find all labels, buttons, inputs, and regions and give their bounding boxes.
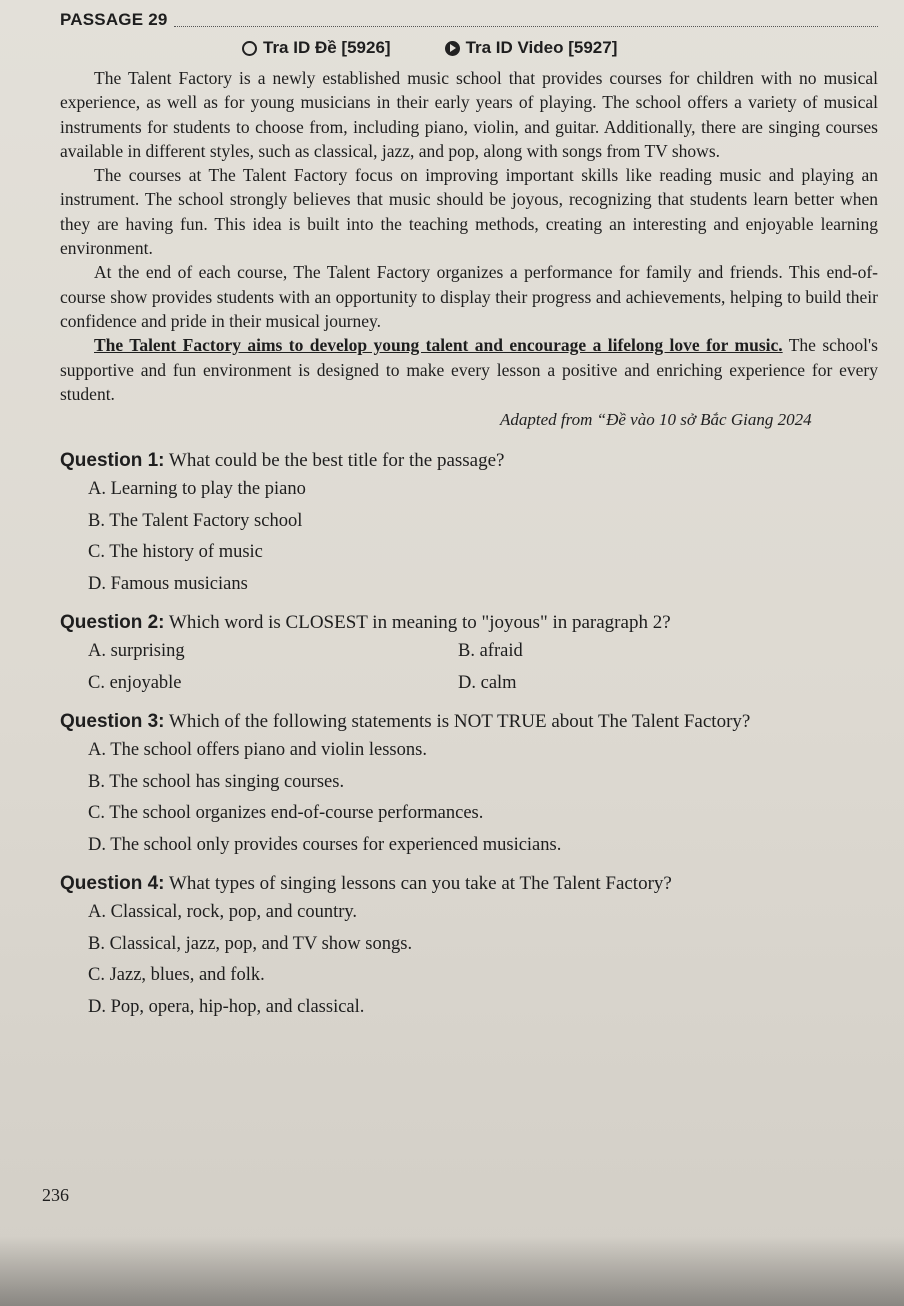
option: A. The school offers piano and violin lessons.: [88, 740, 427, 761]
option: B. afraid: [458, 641, 523, 662]
option: A. Learning to play the piano: [88, 479, 306, 500]
question-number: Question 3:: [60, 711, 165, 733]
paragraph-2: The courses at The Talent Factory focus on improving important skills like reading music and playing an instrument. The school strongly believes that music should be joyous, recognizing that students learn better when they are having fun. This idea is built into the teaching methods, creating an interesting and enjoyable learning environment.: [60, 165, 878, 259]
question-text: Which of the following statements is NOT TRUE about The Talent Factory?: [164, 711, 751, 733]
page-number: 236: [42, 1185, 69, 1205]
tra-id-video: [445, 38, 618, 58]
option: B. The school has singing courses.: [88, 771, 345, 792]
passage-body: [60, 66, 878, 406]
question-text: What types of singing lessons can you take at The Talent Factory?: [164, 873, 672, 895]
option: C. The school organizes end-of-course performances.: [88, 803, 484, 824]
options: [88, 735, 878, 861]
question-3: [60, 709, 878, 861]
ring-icon: [242, 41, 257, 56]
question-stem: [60, 871, 878, 897]
questions: [60, 448, 878, 1023]
option: C. enjoyable: [88, 672, 182, 693]
question-text: Which word is CLOSEST in meaning to "joyous" in paragraph 2?: [164, 612, 671, 634]
passage-header: [60, 8, 878, 32]
options: [88, 897, 878, 1023]
question-1: [60, 448, 878, 600]
underlined-sentence: The Talent Factory aims to develop young talent and encourage a lifelong love for music.: [94, 335, 783, 356]
paragraph-4-rest: The school's supportive and fun environment is designed to make every lesson a positive and enriching experience for every student.: [60, 335, 878, 404]
paragraph-3: At the end of each course, The Talent Factory organizes a performance for family and friends. This end-of-course show provides students with an opportunity to display their progress and achievements, helping to build their confidence and pride in their musical journey.: [60, 262, 878, 331]
tra-id-de: [242, 38, 391, 58]
bottom-shadow: [0, 1236, 904, 1306]
question-number: Question 1:: [60, 450, 165, 472]
question-stem: [60, 709, 878, 735]
options: [88, 474, 878, 600]
question-number: Question 4:: [60, 873, 165, 895]
tra-id-video-label: Tra ID Video [5927]: [465, 38, 618, 57]
play-icon: [445, 41, 460, 56]
id-row: [242, 38, 878, 58]
question-text: What could be the best title for the passage?: [164, 450, 505, 472]
option: A. Classical, rock, pop, and country.: [88, 902, 358, 923]
paragraph-4: [60, 333, 878, 406]
question-number: Question 2:: [60, 612, 165, 634]
question-4: [60, 871, 878, 1023]
options: [88, 636, 878, 699]
option: A. surprising: [88, 641, 185, 662]
option: D. calm: [458, 672, 517, 693]
tra-id-de-label: Tra ID Đề [5926]: [263, 38, 391, 57]
source-citation: Adapted from “Đề vào 10 sở Bắc Giang 2024: [500, 410, 812, 430]
option: D. Famous musicians: [88, 573, 248, 594]
option: C. The history of music: [88, 542, 263, 563]
question-2: [60, 610, 878, 699]
option: B. The Talent Factory school: [88, 510, 303, 531]
option: B. Classical, jazz, pop, and TV show songs.: [88, 933, 413, 954]
paragraph-1: The Talent Factory is a newly established music school that provides courses for children with no musical experience, as well as for young musicians in their early years of playing. The school offers a variety of musical instruments for students to choose from, including piano, violin, and guitar. Additionally, there are singing courses available in different styles, such as classical, jazz, and pop, along with songs from TV shows.: [60, 68, 878, 161]
question-stem: [60, 610, 878, 636]
option: D. Pop, opera, hip-hop, and classical.: [88, 996, 365, 1017]
option: C. Jazz, blues, and folk.: [88, 965, 265, 986]
passage-label: PASSAGE 29: [60, 10, 168, 29]
question-stem: [60, 448, 878, 474]
header-rule: [174, 26, 878, 27]
option: D. The school only provides courses for experienced musicians.: [88, 834, 562, 855]
